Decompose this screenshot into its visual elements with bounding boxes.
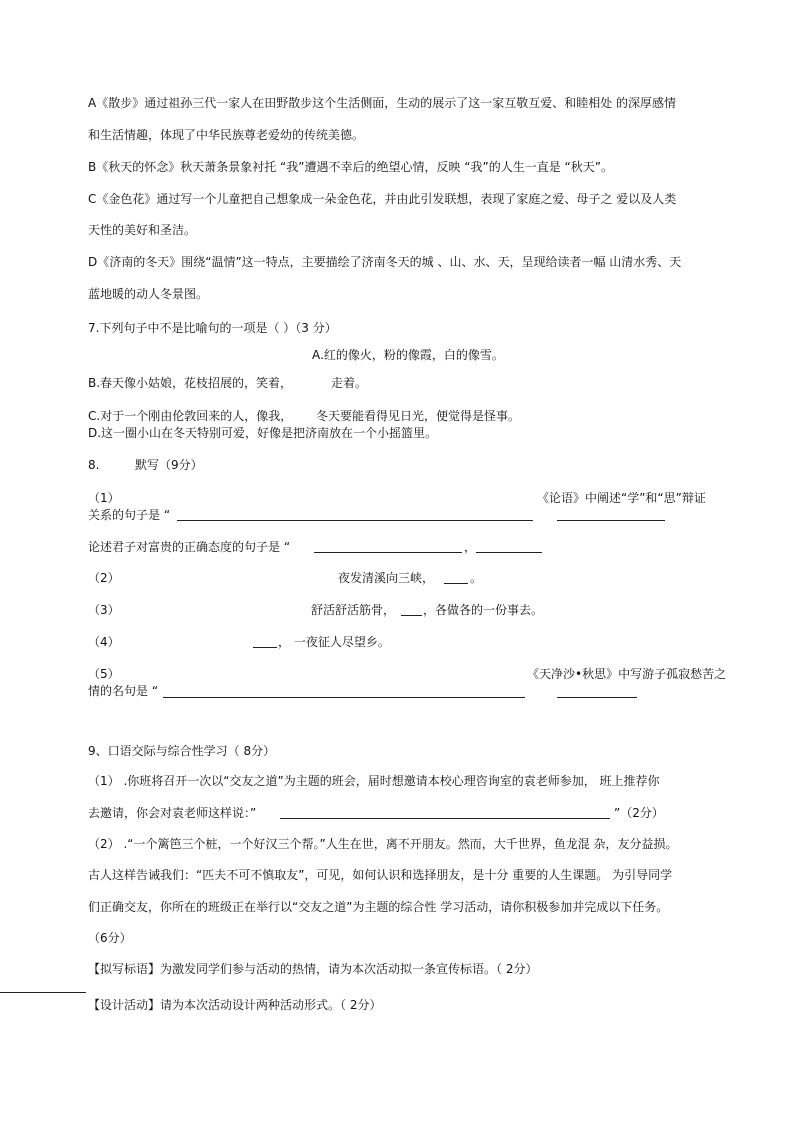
q7-stem: 7.下列句子中不是比喻句的一项是（ ）（3 分） bbox=[88, 321, 337, 335]
q8-part4-text: ， 一夜征人尽望乡。 bbox=[278, 635, 390, 649]
q8-part1-blank-1[interactable] bbox=[177, 520, 533, 521]
q8-part3-blank[interactable] bbox=[401, 615, 422, 616]
q7-option-b-part1: B.春天像小姑娘，花枝招展的，笑着， bbox=[88, 376, 293, 390]
q8-part1-blank-3[interactable] bbox=[314, 552, 462, 553]
q6-option-c-line1: C《金色花》通过写一个儿童把自己想象成一朵金色花，并由此引发联想，表现了家庭之爱、母子之 爱以及人类 bbox=[88, 192, 677, 206]
q9-part2-line3: 们正确交友，你所在的班级正在举行以“交友之道”为主题的综合性 学习活动，请你积极参加并完成以下任务。 bbox=[88, 900, 669, 914]
q8-part4-blank[interactable] bbox=[253, 647, 277, 648]
q6-option-d-line1: D《济南的冬天》围绕“温情”这一特点，主要描绘了济南冬天的城 、山、水、天，呈现给读者一幅 山清水秀、天 bbox=[88, 255, 682, 269]
q8-part1-blank-2[interactable] bbox=[557, 520, 665, 521]
q9-part1-score: ”（2分） bbox=[614, 806, 664, 820]
q8-part3-number: （3） bbox=[88, 603, 120, 617]
q8-number: 8. bbox=[88, 458, 100, 472]
q8-part5-blank-2[interactable] bbox=[557, 697, 637, 698]
q8-part3-end: ，各做各的一份事去。 bbox=[423, 603, 544, 617]
q9-task-design-activity: 【设计活动】请为本次活动设计两种活动形式。（ 2分） bbox=[88, 998, 382, 1012]
q8-part2-blank[interactable] bbox=[444, 583, 468, 584]
q8-part5-blank-1[interactable] bbox=[163, 697, 525, 698]
q8-part2-end: 。 bbox=[470, 571, 483, 585]
q8-part5-text: 《天净沙•秋思》中写游子孤寂愁苦之 bbox=[527, 667, 727, 681]
q7-option-c-part2: 冬天要能看得见日光，便觉得是怪事。 bbox=[316, 409, 521, 423]
q9-part1-line1: （1） .你班将召开一次以“交友之道”为主题的班会，届时想邀请本校心理咨询室的袁老师参加， 班上推荐你 bbox=[88, 774, 660, 788]
q9-title: 9、口语交际与综合性学习（ 8分） bbox=[88, 744, 276, 758]
q8-part1-comma: ， bbox=[464, 540, 477, 554]
q9-task-slogan: 【拟写标语】为激发同学们参与活动的热情，请为本次活动拟一条宣传标语。（ 2分） bbox=[88, 962, 538, 976]
q8-part5-line2: 情的名句是 “ bbox=[88, 684, 159, 698]
q9-part1-answer-blank[interactable] bbox=[280, 818, 610, 819]
q6-option-b: B《秋天的怀念》秋天萧条景象衬托 “我”遭遇不幸后的绝望心情，反映 “我”的人生一直是 “秋天”。 bbox=[88, 160, 613, 174]
q9-part2-line1: （2） .“一个篱笆三个桩，一个好汉三个帮。”人生在世，离不开朋友。然而，大千世界，鱼龙混 杂，友分益损。 bbox=[88, 837, 678, 851]
q8-part4-number: （4） bbox=[88, 635, 120, 649]
q8-part2-number: （2） bbox=[88, 571, 120, 585]
q6-option-a-line2: 和生活情趣，体现了中华民族尊老爱幼的传统美德。 bbox=[88, 128, 365, 142]
q6-option-d-line2: 蓝地暖的动人冬景图。 bbox=[88, 287, 209, 301]
q8-part2-text: 夜发清溪向三峡， bbox=[338, 571, 435, 585]
q8-part1-line3: 论述君子对富贵的正确态度的句子是 “ bbox=[88, 540, 291, 554]
q8-title: 默写（9分） bbox=[135, 458, 203, 472]
q8-part1-text: 《论语》中阐述“学”和“思”辩证 bbox=[537, 491, 706, 505]
q9-part1-line2: 去邀请，你会对袁老师这样说：” bbox=[88, 806, 257, 820]
q7-option-a: A.红的像火，粉的像霞，白的像雪。 bbox=[312, 348, 504, 362]
q8-part1-number: （1） bbox=[88, 491, 120, 505]
q7-option-d: D.这一圈小山在冬天特别可爱，好像是把济南放在一个小摇篮里。 bbox=[88, 426, 438, 440]
q9-part2-line2: 古人这样告诫我们：“匹夫不可不慎取友”，可见，如何认识和选择朋友，是十分 重要的人生课题。 为引导同学 bbox=[88, 868, 673, 882]
q6-option-a-line1: A《散步》通过祖孙三代一家人在田野散步这个生活侧面，生动的展示了这一家互敬互爱、和睦相处 的深厚感情 bbox=[88, 96, 677, 110]
q7-option-c-part1: C.对于一个刚由伦敦回来的人，像我， bbox=[88, 409, 293, 423]
q8-part1-blank-4[interactable] bbox=[476, 552, 542, 553]
q8-part5-number: （5） bbox=[88, 667, 120, 681]
footnote-separator bbox=[0, 992, 86, 993]
q8-part3-text: 舒活舒活筋骨， bbox=[311, 603, 396, 617]
q7-option-b-part2: 走着。 bbox=[331, 376, 368, 390]
q8-part1-line2: 关系的句子是 “ bbox=[88, 508, 171, 522]
q9-part2-score: （6分） bbox=[88, 931, 132, 945]
q6-option-c-line2: 天性的美好和圣洁。 bbox=[88, 223, 197, 237]
